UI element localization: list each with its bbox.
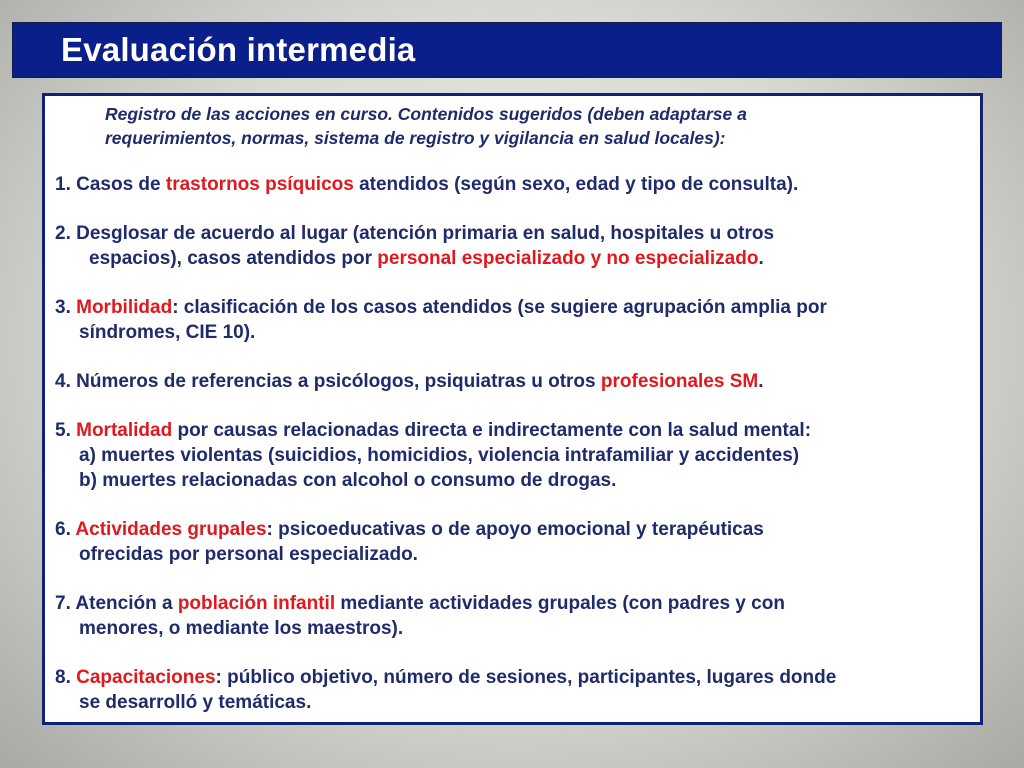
item-7-line-2: menores, o mediante los maestros). <box>79 618 404 639</box>
list-item-5 <box>55 418 975 493</box>
item-2-highlight: personal especializado y no especializado <box>377 248 759 269</box>
item-3-text-c: : clasificación de los casos atendidos (se sugiere agrupación amplia por <box>172 297 827 318</box>
list-item-7 <box>55 591 975 641</box>
item-6-line-2: ofrecidas por personal especializado. <box>79 544 418 565</box>
list-item-2 <box>55 221 975 271</box>
item-4-line <box>55 369 975 394</box>
item-6-text-c: : psicoeducativas o de apoyo emocional y terapéuticas <box>266 519 764 540</box>
item-5-text-a: 5. <box>55 420 77 441</box>
slide-title: Evaluación intermedia <box>61 31 416 68</box>
item-6-text-a: 6. <box>55 519 76 540</box>
intro-line-2: requerimientos, normas, sistema de registro y vigilancia en salud locales): <box>105 128 726 148</box>
item-2-text-b: espacios), casos atendidos por <box>89 248 378 269</box>
item-8-text-a: 8. <box>55 667 77 688</box>
item-3-line-1 <box>55 295 975 320</box>
item-7-text-a: 7. Atención a <box>55 593 178 614</box>
item-7-highlight: población infantil <box>177 593 336 614</box>
title-bar <box>12 22 1002 78</box>
item-7-text-c: mediante actividades grupales (con padres y con <box>335 593 785 614</box>
item-5-line-2: a) muertes violentas (suicidios, homicidios, violencia intrafamiliar y accidentes) <box>79 445 800 466</box>
item-8-text-c: : público objetivo, número de sesiones, participantes, lugares donde <box>215 667 837 688</box>
list-item-4 <box>55 369 975 394</box>
item-3-text-a: 3. <box>55 297 77 318</box>
item-5-text-c: por causas relacionadas directa e indirectamente con la salud mental: <box>172 420 812 441</box>
item-4-highlight: profesionales SM <box>600 371 759 392</box>
item-3-highlight: Morbilidad <box>76 297 173 318</box>
item-8-highlight: Capacitaciones <box>76 667 216 688</box>
intro-text <box>105 102 965 150</box>
item-8-line-2: se desarrolló y temáticas. <box>79 692 312 713</box>
item-1-line <box>55 172 975 197</box>
item-1-text-c: atendidos (según sexo, edad y tipo de consulta). <box>353 174 799 195</box>
item-2-text-d: . <box>758 248 764 269</box>
list-item-3 <box>55 295 975 345</box>
item-5-line-3: b) muertes relacionadas con alcohol o consumo de drogas. <box>79 470 617 491</box>
item-2-line-1: 2. Desglosar de acuerdo al lugar (atención primaria en salud, hospitales u otros <box>55 223 775 244</box>
list-item-8 <box>55 665 975 715</box>
item-5-line-1 <box>55 418 975 443</box>
list-item-6 <box>55 517 975 567</box>
item-7-line-1 <box>55 591 975 616</box>
item-5-highlight: Mortalidad <box>76 420 173 441</box>
intro-line-1: Registro de las acciones en curso. Contenidos sugeridos (deben adaptarse a <box>105 104 747 124</box>
item-4-text-a: 4. Números de referencias a psicólogos, psiquiatras u otros <box>55 371 601 392</box>
item-6-highlight: Actividades grupales <box>75 519 267 540</box>
item-1-text-a: 1. Casos de <box>55 174 166 195</box>
item-8-line-1 <box>55 665 975 690</box>
item-2-line-2 <box>55 246 975 271</box>
list-item-1 <box>55 172 975 197</box>
item-3-line-2: síndromes, CIE 10). <box>79 322 256 343</box>
item-1-highlight: trastornos psíquicos <box>165 174 354 195</box>
content-box <box>42 93 983 725</box>
item-6-line-1 <box>55 517 975 542</box>
item-4-text-c: . <box>758 371 764 392</box>
